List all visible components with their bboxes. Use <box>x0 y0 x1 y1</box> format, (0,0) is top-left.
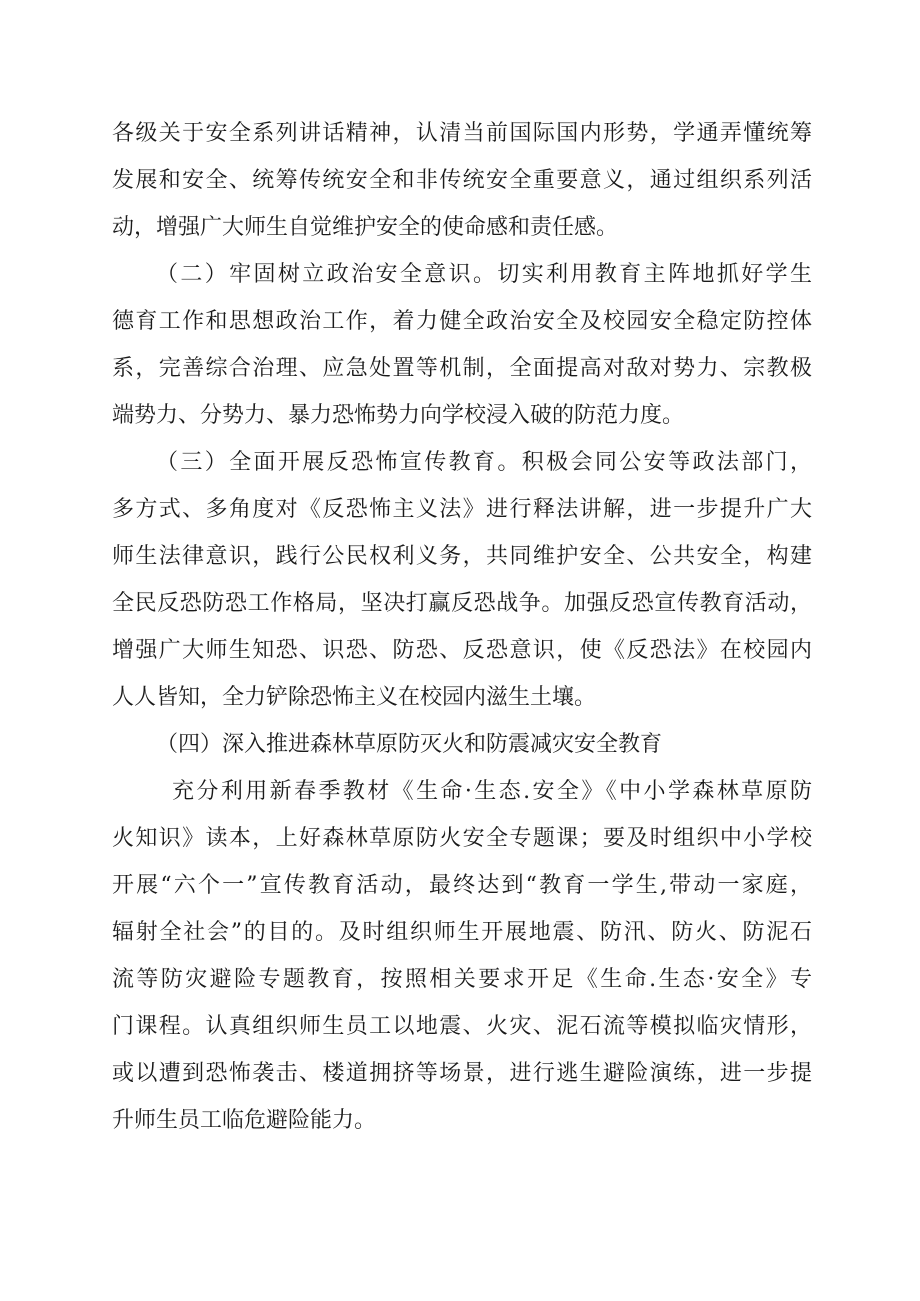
text-line-12: 增强广大师生知恐、识恐、防恐、反恐意识，使《反恐法》在校园内 <box>112 638 812 663</box>
text-line-2: 发展和安全、统筹传统安全和非传统安全重要意义，通过组织系列活 <box>112 168 812 193</box>
text-line-19: 流等防灾避险专题教育，按照相关要求开足《生命.生态·安全》专 <box>112 967 812 992</box>
text-line-22: 升师生员工临危避险能力。 <box>112 1108 377 1133</box>
text-line-18: 辐射全社会”的目的。及时组织师生开展地震、防汛、防火、防泥石 <box>112 920 812 945</box>
text-line-20: 门课程。认真组织师生员工以地震、火灾、泥石流等模拟临灾情形， <box>112 1014 812 1039</box>
text-line-17: 开展“六个一”宣传教育活动，最终达到“教育一学生,带动一家庭， <box>112 873 812 898</box>
section-heading-3: （三）全面开展反恐怖宣传教育。积极会同公安等政法部门， <box>156 450 812 475</box>
text-line-7: 端势力、分势力、暴力恐怖势力向学校浸入破的防范力度。 <box>112 403 685 428</box>
text-line-10: 师生法律意识，践行公民权利义务，共同维护安全、公共安全，构建 <box>112 544 812 569</box>
text-line-3: 动，增强广大师生自觉维护安全的使命感和责任感。 <box>112 215 619 240</box>
text-line-15: 充分利用新春季教材《生命·生态.安全》《中小学森林草原防 <box>172 779 812 804</box>
text-line-5: 德育工作和思想政治工作，着力健全政治安全及校园安全稳定防控体 <box>112 309 812 334</box>
text-line-6: 系，完善综合治理、应急处置等机制，全面提高对敌对势力、宗教极 <box>112 356 812 381</box>
section-heading-4: （四）深入推进森林草原防灭火和防震减灾安全教育 <box>156 732 663 757</box>
section-heading-2: （二）牢固树立政治安全意识。切实利用教育主阵地抓好学生 <box>156 262 812 287</box>
text-line-13: 人人皆知，全力铲除恐怖主义在校园内滋生土壤。 <box>112 685 597 710</box>
text-line-16: 火知识》读本，上好森林草原防火安全专题课；要及时组织中小学校 <box>112 826 812 851</box>
text-line-11: 全民反恐防恐工作格局，坚决打赢反恐战争。加强反恐宣传教育活动， <box>112 591 812 616</box>
text-line-1: 各级关于安全系列讲话精神，认清当前国际国内形势，学通弄懂统筹 <box>112 121 812 146</box>
document-body <box>112 110 812 1144</box>
text-line-21: 或以遭到恐怖袭击、楼道拥挤等场景，进行逃生避险演练，进一步提 <box>112 1061 812 1086</box>
text-line-9: 多方式、多角度对《反恐怖主义法》进行释法讲解，进一步提升广大 <box>112 497 812 522</box>
